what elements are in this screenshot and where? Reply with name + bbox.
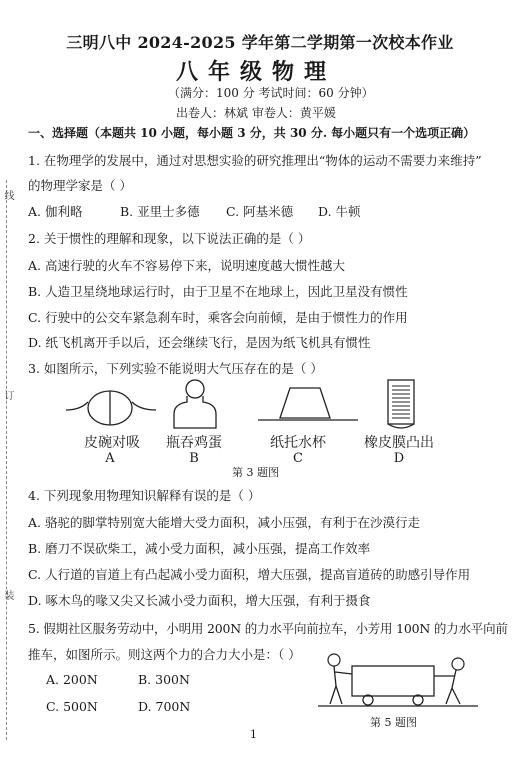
q5-stem-line1: 5. 假期社区服务劳动中，小明用 200N 的力水平向前拉车，小芳用 100N 的力水平向前 <box>28 621 508 636</box>
q1-option-d: D. 牛顿 <box>318 204 361 219</box>
figure-b-letter: B <box>189 451 199 466</box>
q4-option-c: C. 人行道的盲道上有凸起减小受力面积，增大压强，提高盲道砖的助感引导作用 <box>28 567 471 582</box>
figure-a-letter: A <box>105 451 115 466</box>
q5-stem-line2: 推车，如图所示。则这两个力的合力大小是：（ ） <box>28 647 301 662</box>
q1-option-a: A. 伽利略 <box>28 204 83 219</box>
figure-d-label: 橡皮膜凸出 <box>364 435 434 451</box>
figure-5-caption: 第 5 题图 <box>370 716 417 729</box>
q5-option-d: D. 700N <box>138 699 191 714</box>
score-info: （满分：100 分 考试时间：60 分钟） <box>168 86 374 100</box>
figure-b-bottle-egg <box>170 380 220 432</box>
q1-stem-line2: 的物理学家是（ ） <box>28 178 132 193</box>
q1-stem-line1: 1. 在物理学的发展中，通过对思想实验的研究推理出“物体的运动不需要力来维持” <box>28 153 482 168</box>
authors: 出卷人：林斌 审卷人：黄平媛 <box>176 106 336 120</box>
figure-d-letter: D <box>393 451 405 466</box>
q1-option-b: B. 亚里士多德 <box>120 204 200 219</box>
q2-stem: 2. 关于惯性的理解和现象，以下说法正确的是（ ） <box>28 231 311 246</box>
q5-option-b: B. 300N <box>138 672 190 687</box>
exam-title: 三明八中 2024-2025 学年第二学期第一次校本作业 <box>66 33 454 52</box>
q4-option-a: A. 骆驼的脚掌特别宽大能增大受力面积，减小压强，有利于在沙漠行走 <box>28 515 420 530</box>
figure-5-cart <box>318 646 478 710</box>
q2-option-d: D. 纸飞机离开手以后，还会继续飞行，是因为纸飞机具有惯性 <box>28 335 371 350</box>
figure-b-label: 瓶吞鸡蛋 <box>166 435 222 451</box>
q3-stem: 3. 如图所示，下列实验不能说明大气压存在的是（ ） <box>28 361 323 376</box>
figure-a-label: 皮碗对吸 <box>84 435 140 451</box>
figure-3-caption: 第 3 题图 <box>232 466 279 479</box>
q2-option-c: C. 行驶中的公交车紧急刹车时，乘客会向前倾，是由于惯性力的作用 <box>28 310 408 325</box>
figure-c-letter: C <box>293 451 303 466</box>
q5-option-a: A. 200N <box>46 672 98 687</box>
q4-option-d: D. 啄木鸟的喙又尖又长减小受力面积，增大压强，有利于摄食 <box>28 593 371 608</box>
section-heading: 一、选择题（本题共 10 小题，每小题 3 分，共 30 分. 每小题只有一个选项正确） <box>28 126 476 140</box>
q2-option-a: A. 高速行驶的火车不容易停下来，说明速度越大惯性越大 <box>28 258 345 273</box>
margin-mark-xian: 线 <box>2 190 13 200</box>
figure-c-label: 纸托水杯 <box>270 435 326 451</box>
figure-a-suction-cups <box>66 388 156 432</box>
figure-d-rubber-membrane <box>384 378 420 432</box>
page-number: 1 <box>250 728 257 741</box>
q1-option-c: C. 阿基米德 <box>226 204 294 219</box>
q5-option-c: C. 500N <box>46 699 98 714</box>
exam-subject: 八年级物理 <box>175 60 336 85</box>
binding-line <box>6 180 7 740</box>
q4-stem: 4. 下列现象用物理知识解释有误的是（ ） <box>28 488 261 503</box>
q2-option-b: B. 人造卫星绕地球运行时，由于卫星不在地球上，因此卫星没有惯性 <box>28 284 408 299</box>
margin-mark-zhuang: 装 <box>2 590 13 600</box>
margin-mark-ding: 订 <box>2 390 13 400</box>
figure-c-paper-cup <box>258 384 358 426</box>
q4-option-b: B. 磨刀不误砍柴工，减小受力面积，减小压强，提高工作效率 <box>28 541 371 556</box>
